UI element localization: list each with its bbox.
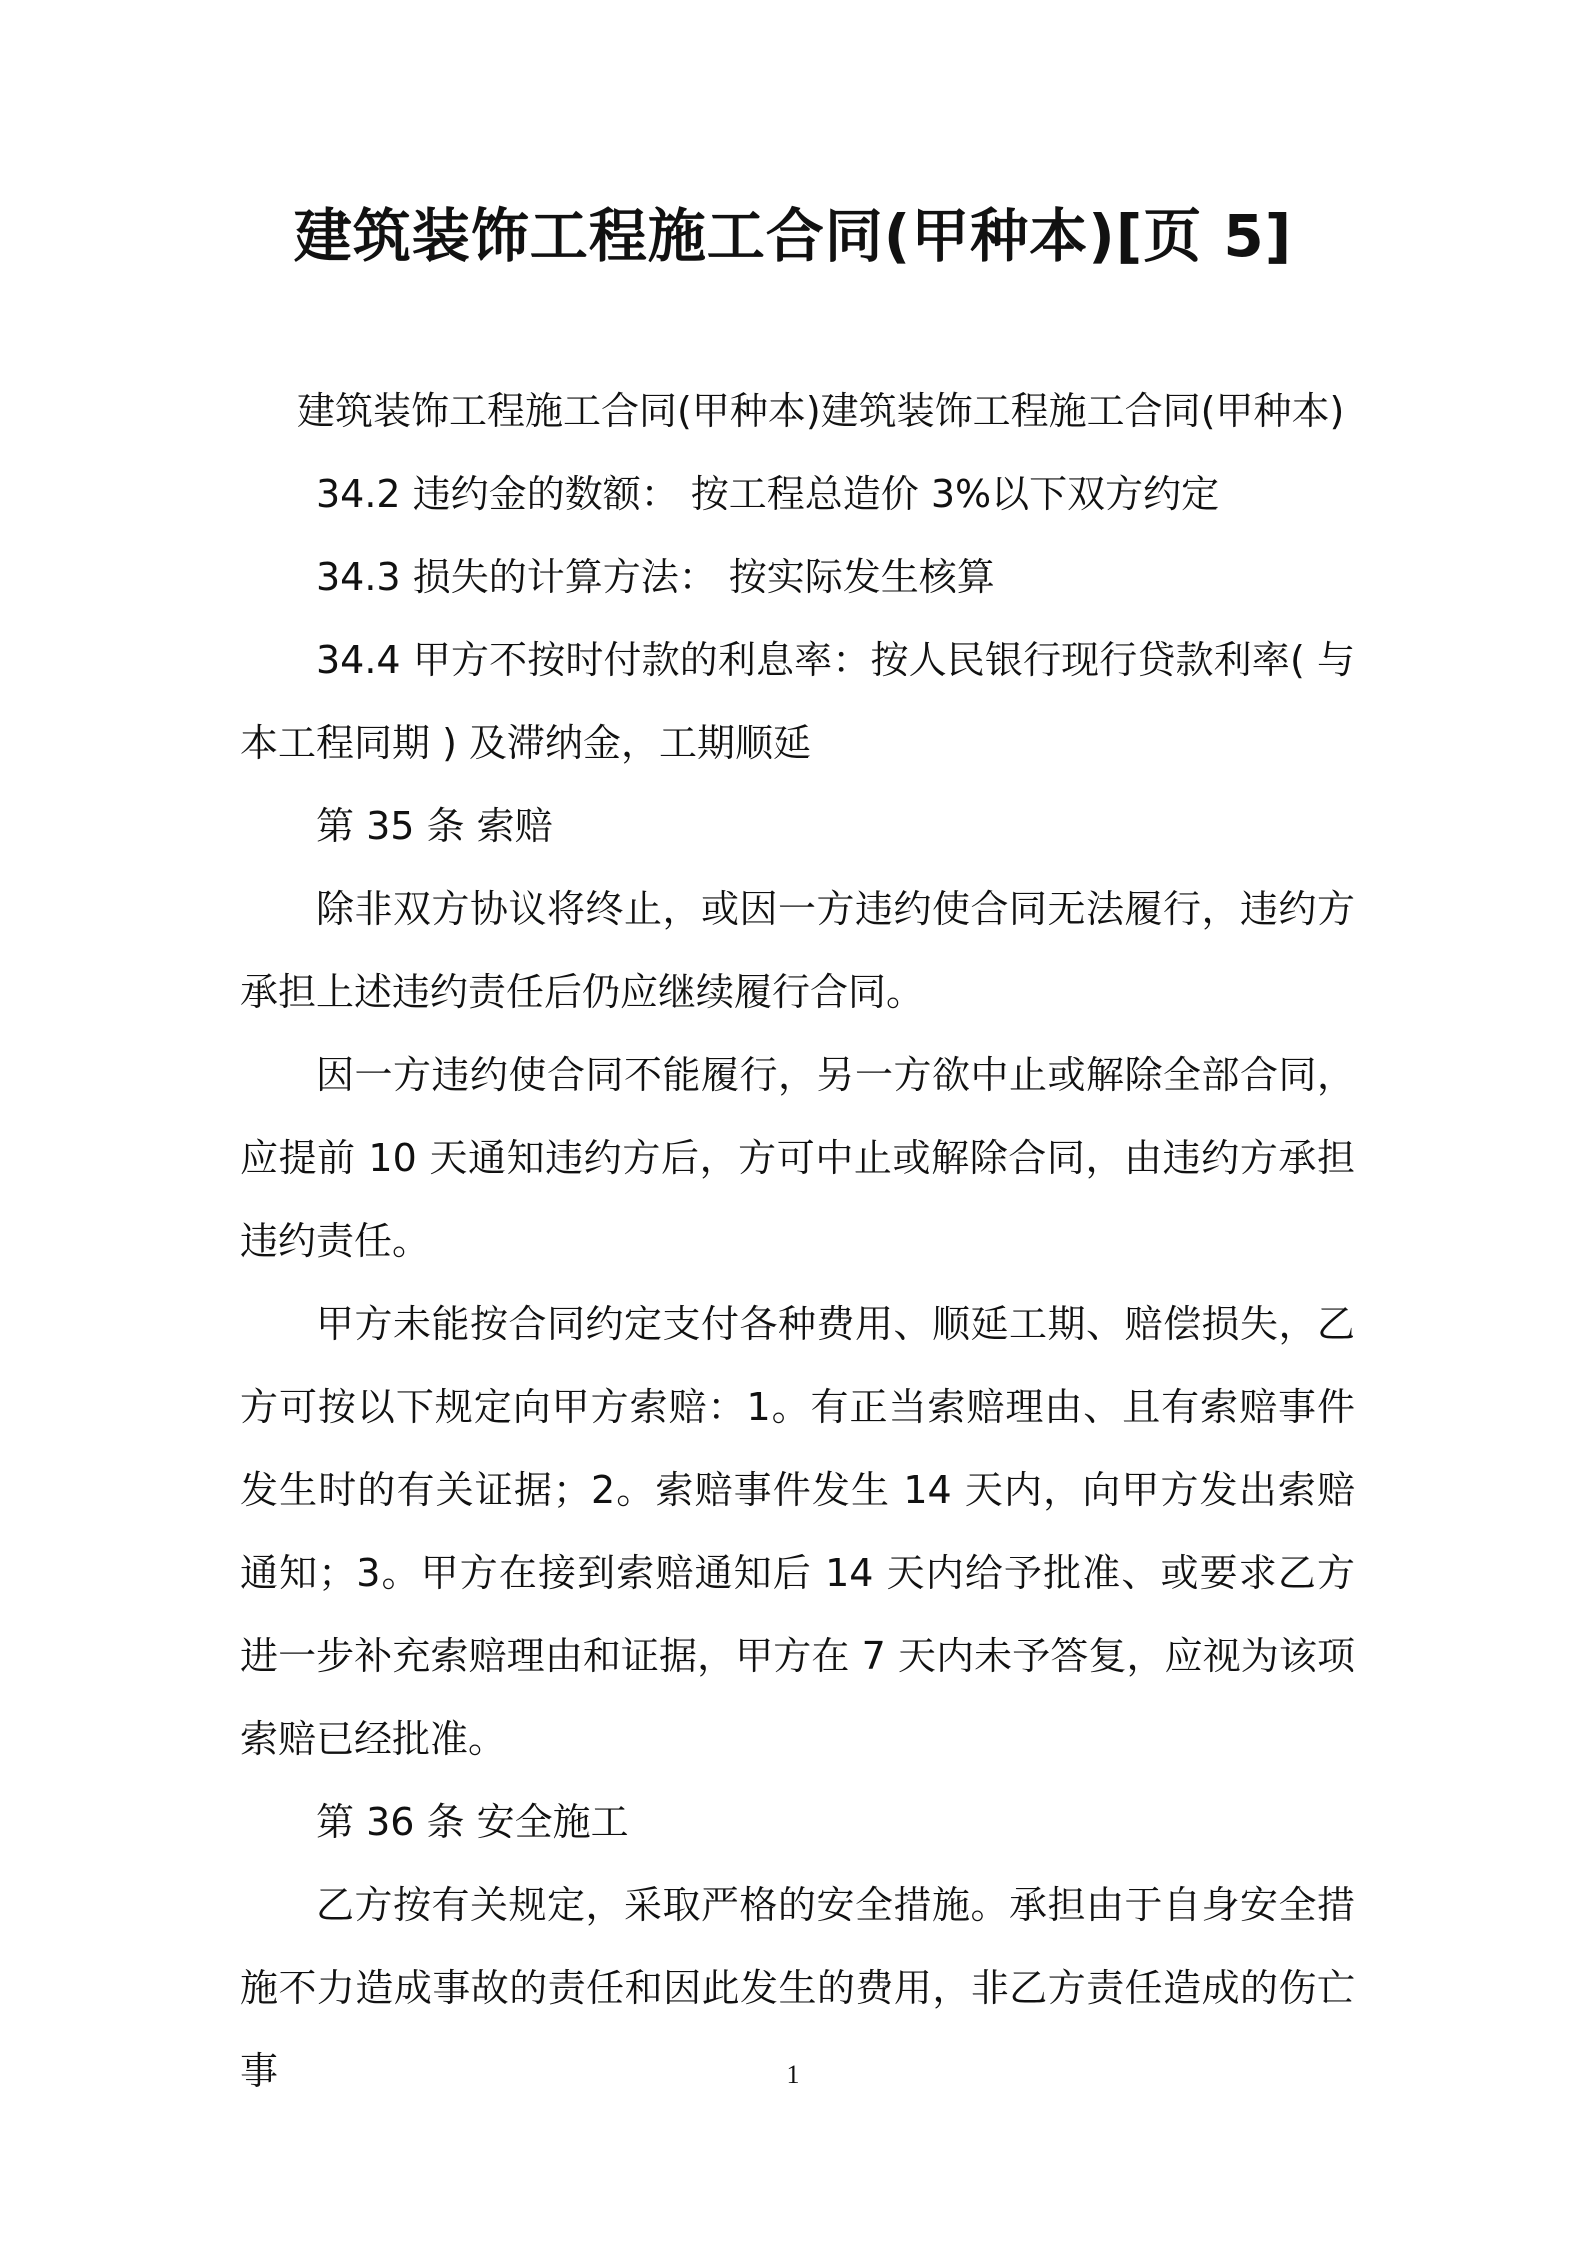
paragraph-35-b: 因一方违约使合同不能履行，另一方欲中止或解除全部合同，应提前 10 天通知违约方后，方可中止或解除合同，由违约方承担违约责任。 (240, 1053, 1355, 1263)
paragraph-35-c: 甲方未能按合同约定支付各种费用、顺延工期、赔偿损失，乙方可按以下规定向甲方索赔：1。有正当索赔理由、且有索赔事件发生时的有关证据；2。索赔事件发生 14 天内，向甲方发出索赔通知；3。甲方在接到索赔通知后 14 天内给予批准、或要求乙方进一步补充索赔理由和证据，甲方在 7 天内未予答复，应视为该项索赔已经批准。 (240, 1302, 1355, 1761)
section-heading-35: 第 35 条 索赔 (316, 804, 553, 848)
paragraph-34-4: 34.4 甲方不按时付款的利息率：按人民银行现行贷款利率( 与本工程同期 ) 及滞纳金，工期顺延 (240, 638, 1355, 765)
paragraph-34-2: 34.2 违约金的数额： 按工程总造价 3%以下双方约定 (316, 472, 1220, 516)
document-title: 建筑装饰工程施工合同(甲种本)[页 5] (293, 202, 1293, 270)
paragraph-34-3: 34.3 损失的计算方法： 按实际发生核算 (316, 555, 995, 599)
paragraph-36-a: 乙方按有关规定，采取严格的安全措施。承担由于自身安全措施不力造成事故的责任和因此发生的费用，非乙方责任造成的伤亡事 (240, 1883, 1355, 2093)
section-heading-36: 第 36 条 安全施工 (316, 1800, 629, 1844)
paragraph-subtitle: 建筑装饰工程施工合同(甲种本)建筑装饰工程施工合同(甲种本) (297, 389, 1345, 433)
paragraph-35-a: 除非双方协议将终止，或因一方违约使合同无法履行，违约方承担上述违约责任后仍应继续履行合同。 (240, 887, 1355, 1014)
page-number: 1 (786, 2060, 800, 2089)
document-body (240, 370, 1355, 2113)
